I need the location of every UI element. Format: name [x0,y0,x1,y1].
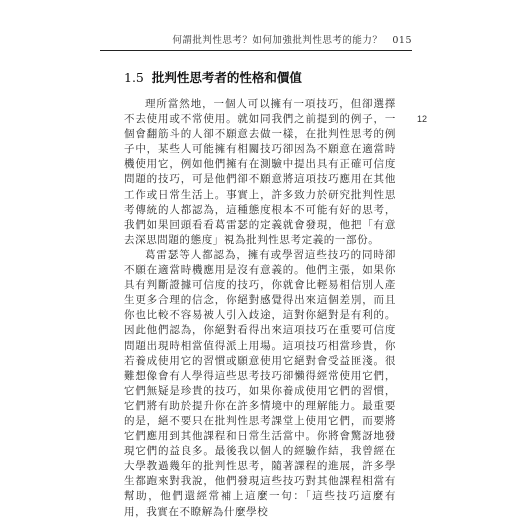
running-title: 何謂批判性思考？如何加強批判性思考的能力？ [172,35,383,46]
section-heading [124,68,302,88]
margin-reference-number: 12 [417,114,428,124]
paragraph: 理所當然地，一個人可以擁有一項技巧，但卻選擇不去使用或不常使用。就如同我們之前提到的例子，一個會翻筋斗的人卻不願意去做一樣，在批判性思考的例子中，某些人可能擁有相關技巧卻因為不願意在適當時機使用它，例如他們擁有在測驗中提出具有正確可信度問題的技巧，可是他們卻不願意將這項技巧應用在其他工作或日常生活上。事實上，許多致力於研究批判性思考傳統的人都認為，這種態度根本不可能有好的思考，我們如果回頭看看葛雷瑟的定義就會發現，他把「有意去深思問題的態度」視為批判性思考定義的一部份。 [124,98,396,246]
header-rule [100,50,412,51]
body-text [124,97,396,520]
page-number: 015 [392,35,412,46]
running-header [100,32,412,46]
section-title: 批判性思考者的性格和價值 [151,70,302,85]
section-number: 1.5 [124,70,144,85]
paragraph: 葛雷瑟等人都認為，擁有或學習這些技巧的同時卻不願在適當時機應用是沒有意義的。他們主張，如果你具有判斷證據可信度的技巧，你就會比輕易相信別人產生更多合理的信念，你絕對感覺得出來這個差別，而且你也比較不容易被人引入歧途，這對你絕對是有利的。因此他們認為，你絕對看得出來這項技巧在重要可信度問題出現時相當值得派上用場。這項技巧相當珍貴，你若養成使用它的習慣或願意使用它絕對會受益匪淺。很難想像會有人學得這些思考技巧卻懶得經常使用它們，它們無疑是珍貴的技巧，如果你養成使用它們的習慣，它們將有助於提升你在許多情境中的理解能力。最重要的是，絕不要只在批判性思考課堂上使用它們，而要將它們應用到其他課程和日常生活當中。你將會驚訝地發現它們的益良多。最後我以個人的經驗作結，我曾經在大學教過幾年的批判性思考，隨著課程的進展，許多學生都跑來對我說，他們發現這些技巧對其他課程相當有幫助，他們還經常補上這麼一句：「這些技巧這麼有用，我實在不瞭解為什麼學校 [124,248,396,518]
